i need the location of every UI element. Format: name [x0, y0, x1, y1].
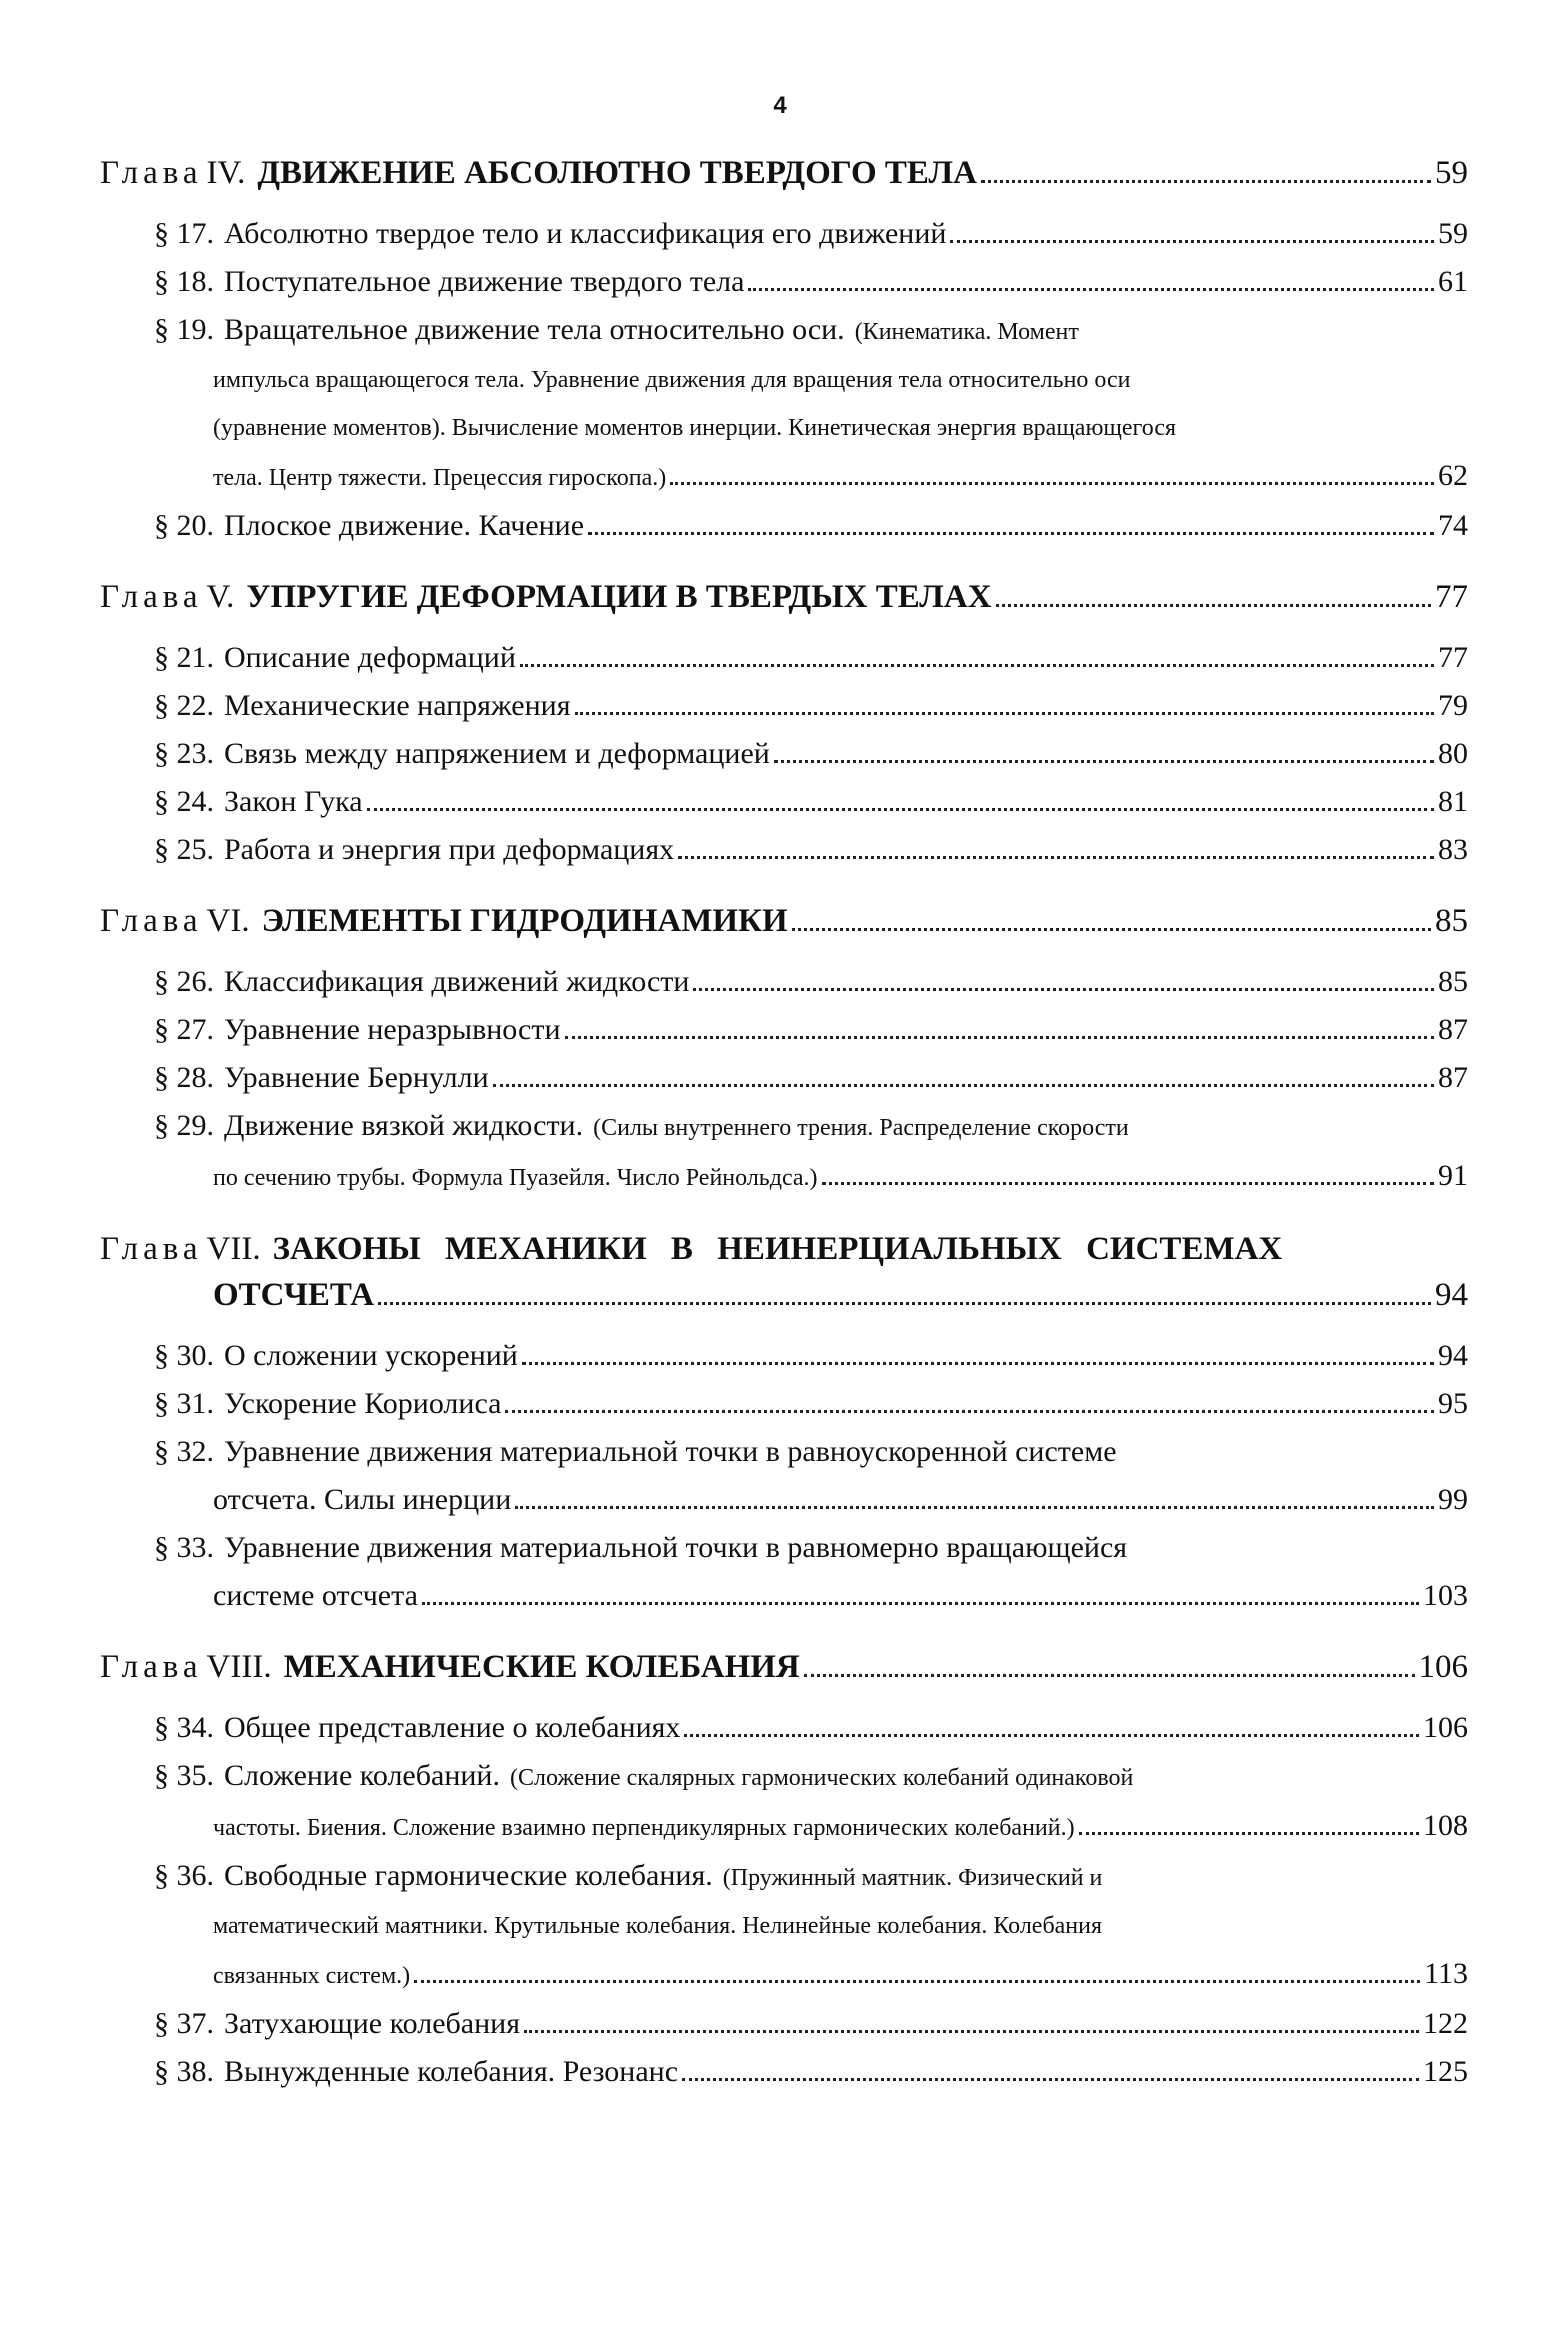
chapter-number: VIII. — [206, 1649, 272, 1685]
dot-leader — [748, 288, 1434, 291]
section-title: Ускорение Кориолиса — [224, 1387, 502, 1420]
toc-entry-line — [154, 356, 1468, 404]
dot-leader — [670, 482, 1434, 485]
toc-entry-line — [154, 1524, 1468, 1572]
chapter-label: Глава — [100, 155, 203, 191]
chapter-label: Глава — [100, 1231, 203, 1267]
section-title: Связь между напряжением и деформацией — [224, 737, 770, 770]
section-number: § 20. — [154, 509, 214, 542]
dot-leader — [693, 988, 1434, 991]
section-page: 95 — [1438, 1387, 1468, 1420]
section-page: 125 — [1423, 2055, 1468, 2088]
section-title: Уравнение Бернулли — [224, 1061, 489, 1094]
section-title: Механические напряжения — [224, 689, 571, 722]
toc-entry — [154, 1752, 1468, 1852]
section-title: Свободные гармонические колебания. — [224, 1859, 713, 1892]
dot-leader — [515, 1506, 1434, 1509]
dot-leader — [682, 2078, 1419, 2081]
section-list — [100, 958, 1468, 1202]
section-number: § 33. — [154, 1531, 214, 1564]
section-note: (Силы внутреннего трения. Распределение скорости — [593, 1115, 1129, 1141]
chapter — [100, 574, 1468, 874]
toc-entry-line — [154, 1152, 1468, 1202]
toc-entry — [154, 826, 1468, 874]
dot-leader — [950, 240, 1434, 243]
dot-leader — [792, 928, 1431, 931]
section-title-continued: системе отсчета — [213, 1579, 418, 1612]
chapter-number: IV. — [206, 155, 246, 191]
toc-entry — [154, 210, 1468, 258]
dot-leader — [981, 180, 1431, 183]
chapter-number: VI. — [206, 903, 250, 939]
dot-leader — [422, 1602, 1419, 1605]
toc-entry — [154, 634, 1468, 682]
section-note: (Кинематика. Момент — [854, 319, 1079, 345]
table-of-contents — [100, 150, 1468, 2096]
toc-entry — [154, 1006, 1468, 1054]
dot-leader — [575, 712, 1434, 715]
dot-leader — [684, 1734, 1419, 1737]
dot-leader — [367, 808, 1434, 811]
section-note: по сечению трубы. Формула Пуазейля. Число Рейнольдса.) — [213, 1165, 818, 1191]
toc-entry — [154, 2000, 1468, 2048]
section-title-continued: отсчета. Силы инерции — [213, 1483, 512, 1516]
section-number: § 30. — [154, 1339, 214, 1372]
section-number: § 27. — [154, 1013, 214, 1046]
toc-entry-line — [154, 502, 1468, 550]
section-note: тела. Центр тяжести. Прецессия гироскопа.) — [213, 465, 667, 491]
section-number: § 18. — [154, 265, 214, 298]
toc-entry-line — [154, 1704, 1468, 1752]
section-title: Сложение колебаний. — [224, 1759, 500, 1792]
toc-entry — [154, 958, 1468, 1006]
chapter-title: ДВИЖЕНИЕ АБСОЛЮТНО ТВЕРДОГО ТЕЛА — [257, 155, 977, 191]
chapter-page: 59 — [1435, 155, 1468, 191]
section-page: 62 — [1438, 459, 1468, 492]
section-note: (уравнение моментов). Вычисление моментов инерции. Кинетическая энергия вращающегося — [213, 415, 1177, 441]
chapter-page: 85 — [1435, 903, 1468, 939]
section-title: Вращательное движение тела относительно оси. — [224, 313, 845, 346]
section-number: § 37. — [154, 2007, 214, 2040]
chapter-heading — [100, 898, 1468, 944]
section-page: 106 — [1423, 1711, 1468, 1744]
section-page: 77 — [1438, 641, 1468, 674]
dot-leader — [493, 1084, 1434, 1087]
toc-entry-line — [154, 682, 1468, 730]
chapter-heading — [100, 1226, 1468, 1318]
toc-entry-line — [154, 1752, 1468, 1802]
section-number: § 22. — [154, 689, 214, 722]
toc-entry — [154, 1102, 1468, 1202]
section-number: § 26. — [154, 965, 214, 998]
chapter-heading-line — [100, 1272, 1468, 1318]
section-note: импульса вращающегося тела. Уравнение движения для вращения тела относительно оси — [213, 367, 1131, 393]
chapter-heading — [100, 574, 1468, 620]
section-list — [100, 1332, 1468, 1620]
section-page: 91 — [1438, 1159, 1468, 1192]
section-number: § 19. — [154, 313, 214, 346]
toc-entry-line — [154, 2000, 1468, 2048]
dot-leader — [524, 2030, 1419, 2033]
section-number: § 34. — [154, 1711, 214, 1744]
toc-entry-line — [154, 1380, 1468, 1428]
section-page: 103 — [1423, 1579, 1468, 1612]
toc-entry-line — [154, 1950, 1468, 2000]
chapter — [100, 1226, 1468, 1620]
dot-leader — [520, 664, 1434, 667]
section-note: частоты. Биения. Сложение взаимно перпендикулярных гармонических колебаний.) — [213, 1815, 1075, 1841]
chapter-label: Глава — [100, 903, 203, 939]
section-note: математический маятники. Крутильные колебания. Нелинейные колебания. Колебания — [213, 1913, 1103, 1939]
chapter-page: 94 — [1435, 1277, 1468, 1313]
section-number: § 29. — [154, 1109, 214, 1142]
section-title: Плоское движение. Качение — [224, 509, 585, 542]
toc-entry — [154, 1704, 1468, 1752]
section-title: Закон Гука — [224, 785, 363, 818]
dot-leader — [1079, 1832, 1419, 1835]
toc-entry-line — [154, 2048, 1468, 2096]
section-page: 80 — [1438, 737, 1468, 770]
dot-leader — [996, 604, 1431, 607]
section-number: § 24. — [154, 785, 214, 818]
toc-entry — [154, 1524, 1468, 1620]
chapter-title: УПРУГИЕ ДЕФОРМАЦИИ В ТВЕРДЫХ ТЕЛАХ — [246, 579, 992, 615]
dot-leader — [522, 1362, 1434, 1365]
section-title: Уравнение неразрывности — [224, 1013, 561, 1046]
section-page: 87 — [1438, 1061, 1468, 1094]
section-title: Затухающие колебания — [224, 2007, 521, 2040]
chapter-number: V. — [206, 579, 235, 615]
toc-entry — [154, 1428, 1468, 1524]
toc-entry — [154, 1054, 1468, 1102]
chapter-title: МЕХАНИЧЕСКИЕ КОЛЕБАНИЯ — [283, 1649, 800, 1685]
section-number: § 28. — [154, 1061, 214, 1094]
section-page: 113 — [1424, 1957, 1468, 1990]
chapter-number: VII. — [206, 1231, 261, 1267]
section-page: 87 — [1438, 1013, 1468, 1046]
section-page: 79 — [1438, 689, 1468, 722]
toc-entry-line — [154, 210, 1468, 258]
section-number: § 38. — [154, 2055, 214, 2088]
toc-entry — [154, 778, 1468, 826]
section-page: 81 — [1438, 785, 1468, 818]
section-list — [100, 1704, 1468, 2096]
dot-leader — [678, 856, 1434, 859]
toc-entry-line — [154, 826, 1468, 874]
section-number: § 31. — [154, 1387, 214, 1420]
toc-entry-line — [154, 1332, 1468, 1380]
toc-entry — [154, 1852, 1468, 2000]
toc-entry-line — [154, 1802, 1468, 1852]
toc-entry-line — [154, 404, 1468, 452]
toc-entry — [154, 2048, 1468, 2096]
toc-entry-line — [154, 1902, 1468, 1950]
section-page: 99 — [1438, 1483, 1468, 1516]
section-title: Движение вязкой жидкости. — [224, 1109, 584, 1142]
toc-entry-line — [154, 1572, 1468, 1620]
section-title: Абсолютно твердое тело и классификация его движений — [224, 217, 947, 250]
section-list — [100, 634, 1468, 874]
toc-entry-line — [154, 634, 1468, 682]
section-list — [100, 210, 1468, 550]
section-title: Классификация движений жидкости — [224, 965, 690, 998]
section-page: 108 — [1423, 1809, 1468, 1842]
toc-entry — [154, 682, 1468, 730]
chapter-heading-line — [100, 1226, 1468, 1272]
toc-entry-line — [154, 1054, 1468, 1102]
toc-entry-line — [154, 778, 1468, 826]
section-page: 74 — [1438, 509, 1468, 542]
section-title: Вынужденные колебания. Резонанс — [224, 2055, 679, 2088]
section-number: § 25. — [154, 833, 214, 866]
dot-leader — [565, 1036, 1434, 1039]
toc-entry-line — [154, 258, 1468, 306]
chapter-page: 106 — [1418, 1649, 1468, 1685]
section-title: Уравнение движения материальной точки в равномерно вращающейся — [224, 1531, 1128, 1564]
section-number: § 32. — [154, 1435, 214, 1468]
toc-entry-line — [154, 306, 1468, 356]
section-number: § 17. — [154, 217, 214, 250]
chapter-label: Глава — [100, 579, 203, 615]
section-page: 59 — [1438, 217, 1468, 250]
toc-entry — [154, 258, 1468, 306]
dot-leader — [774, 760, 1434, 763]
toc-entry-line — [154, 1476, 1468, 1524]
chapter-title-continued: ОТСЧЕТА — [213, 1277, 375, 1313]
toc-entry — [154, 730, 1468, 778]
section-title: Описание деформаций — [224, 641, 516, 674]
section-note: связанных систем.) — [213, 1963, 411, 1989]
section-title: О сложении ускорений — [224, 1339, 518, 1372]
section-page: 85 — [1438, 965, 1468, 998]
toc-entry-line — [154, 1852, 1468, 1902]
section-note: (Сложение скалярных гармонических колебаний одинаковой — [510, 1765, 1134, 1791]
chapter-title: ЗАКОНЫ МЕХАНИКИ В НЕИНЕРЦИАЛЬНЫХ СИСТЕМАХ — [272, 1231, 1283, 1267]
toc-entry-line — [154, 1102, 1468, 1152]
dot-leader — [414, 1980, 1420, 1983]
section-title: Работа и энергия при деформациях — [224, 833, 675, 866]
chapter — [100, 150, 1468, 550]
section-title: Уравнение движения материальной точки в равноускоренной системе — [224, 1435, 1117, 1468]
toc-entry-line — [154, 1006, 1468, 1054]
toc-entry-line — [154, 958, 1468, 1006]
page-number: 4 — [773, 92, 787, 119]
section-title: Поступательное движение твердого тела — [224, 265, 745, 298]
chapter-heading — [100, 150, 1468, 196]
section-page: 122 — [1423, 2007, 1468, 2040]
chapter-title: ЭЛЕМЕНТЫ ГИДРОДИНАМИКИ — [261, 903, 788, 939]
dot-leader — [505, 1410, 1434, 1413]
toc-entry — [154, 1332, 1468, 1380]
dot-leader — [588, 532, 1434, 535]
section-number: § 36. — [154, 1859, 214, 1892]
section-page: 94 — [1438, 1339, 1468, 1372]
chapter-heading — [100, 1644, 1468, 1690]
toc-entry-line — [154, 1428, 1468, 1476]
toc-entry — [154, 306, 1468, 502]
toc-entry-line — [154, 452, 1468, 502]
section-title: Общее представление о колебаниях — [224, 1711, 681, 1744]
section-number: § 23. — [154, 737, 214, 770]
toc-entry — [154, 502, 1468, 550]
toc-entry-line — [154, 730, 1468, 778]
section-number: § 35. — [154, 1759, 214, 1792]
dot-leader — [378, 1302, 1431, 1305]
dot-leader — [804, 1674, 1415, 1677]
section-number: § 21. — [154, 641, 214, 674]
section-page: 83 — [1438, 833, 1468, 866]
chapter-label: Глава — [100, 1649, 203, 1685]
chapter — [100, 898, 1468, 1202]
chapter — [100, 1644, 1468, 2096]
dot-leader — [822, 1182, 1434, 1185]
chapter-page: 77 — [1435, 579, 1468, 615]
section-page: 61 — [1438, 265, 1468, 298]
section-note: (Пружинный маятник. Физический и — [722, 1865, 1103, 1891]
toc-entry — [154, 1380, 1468, 1428]
